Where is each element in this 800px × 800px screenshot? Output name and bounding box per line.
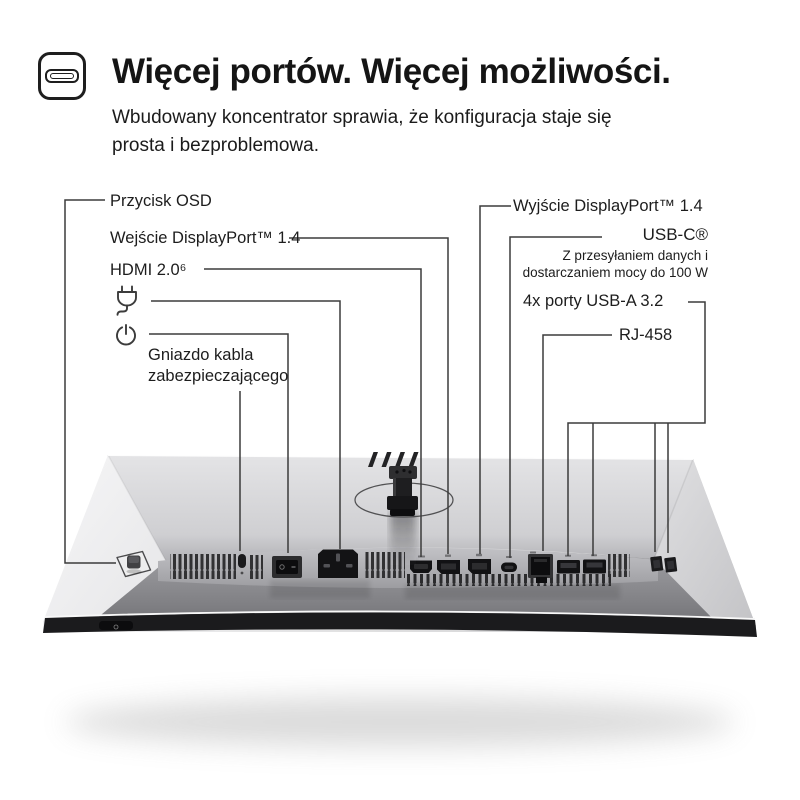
label-usb-c-description: Z przesyłaniem danych i dostarczaniem mocy do 100 W: [522, 248, 708, 280]
usb-a-port-1: [557, 560, 580, 574]
vent-grille-small: [248, 555, 263, 579]
usb-c-port-icon: [38, 52, 86, 100]
label-hdmi: HDMI 2.0⁶: [110, 261, 187, 279]
displayport-out-port: [468, 559, 491, 574]
vent-slit-row: [405, 574, 611, 586]
label-displayport-in: Wejście DisplayPort™ 1.4: [110, 229, 301, 247]
power-inlet: [318, 550, 358, 579]
monitor-rear-view: [43, 452, 757, 637]
floor-shadow: [65, 697, 735, 747]
usb-a-side-port-1: [650, 556, 663, 572]
vent-grille-right: [608, 554, 630, 577]
power-standby-icon: [114, 323, 138, 347]
power-plug-icon: [112, 285, 142, 319]
power-switch: [272, 556, 302, 578]
page-subtitle: Wbudowany koncentrator sprawia, że konfiguracja staje się prosta i bezproblemowa.: [112, 107, 612, 156]
displayport-in-port: [437, 560, 460, 574]
label-usb-c: USB-C®: [642, 225, 708, 244]
security-lock-slot: [238, 554, 246, 568]
label-usb-a: 4x porty USB-A 3.2: [523, 292, 664, 310]
label-rj45: RJ-458: [619, 326, 673, 344]
page-title: Więcej portów. Więcej możliwości.: [112, 52, 671, 91]
vent-grille-left: [170, 554, 236, 579]
usb-c-port: [501, 563, 517, 573]
label-security-slot: Gniazdo kabla zabezpieczającego: [148, 346, 289, 385]
label-displayport-out: Wyjście DisplayPort™ 1.4: [513, 197, 703, 215]
usb-a-port-2: [583, 560, 606, 574]
label-osd: Przycisk OSD: [110, 192, 212, 210]
usb-a-side-port-2: [664, 557, 677, 573]
